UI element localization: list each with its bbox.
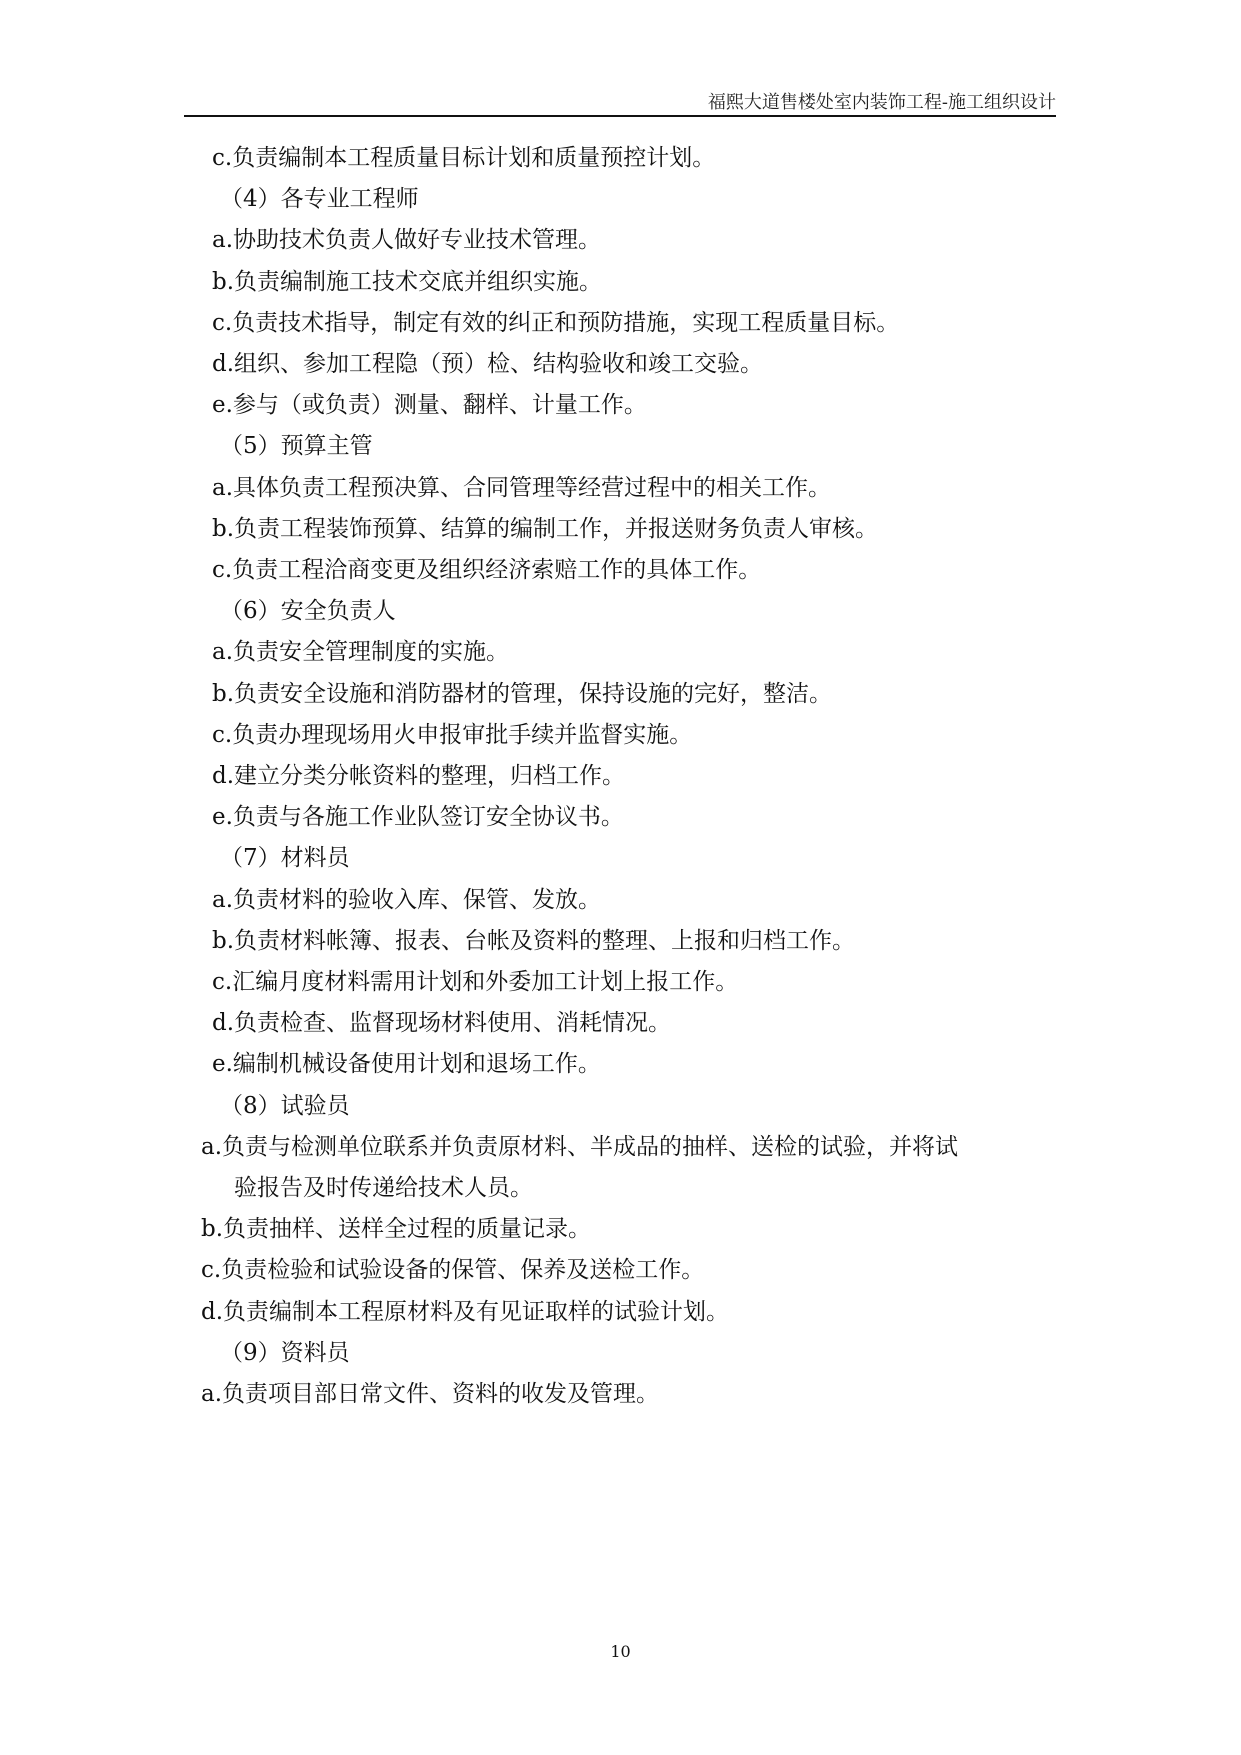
list-item: d.组织、参加工程隐（预）检、结构验收和竣工交验。 <box>212 351 764 377</box>
list-item: a.负责与检测单位联系并负责原材料、半成品的抽样、送检的试验，并将试 <box>201 1133 959 1160</box>
section-heading: （5）预算主管 <box>220 433 373 460</box>
list-item: a.负责安全管理制度的实施。 <box>212 639 510 666</box>
list-item: c.汇编月度材料需用计划和外委加工计划上报工作。 <box>212 969 739 995</box>
list-item: c.负责检验和试验设备的保管、保养及送检工作。 <box>201 1257 705 1284</box>
list-item: b.负责编制施工技术交底并组织实施。 <box>212 268 603 295</box>
list-item: a.具体负责工程预决算、合同管理等经营过程中的相关工作。 <box>212 474 832 501</box>
section-heading: （8）试验员 <box>220 1092 350 1119</box>
list-item: c.负责编制本工程质量目标计划和质量预控计划。 <box>212 145 716 171</box>
list-item: e.编制机械设备使用计划和退场工作。 <box>212 1051 601 1078</box>
running-header <box>184 86 1056 114</box>
list-item: a.协助技术负责人做好专业技术管理。 <box>212 227 602 254</box>
section-heading: （9）资料员 <box>220 1339 350 1366</box>
list-item: b.负责材料帐簿、报表、台帐及资料的整理、上报和归档工作。 <box>212 927 856 954</box>
header-title: 福熙大道售楼处室内装饰工程-施工组织设计 <box>707 92 1056 113</box>
list-item: b.负责抽样、送样全过程的质量记录。 <box>201 1216 592 1243</box>
list-item: c.负责办理现场用火申报审批手续并监督实施。 <box>212 721 693 748</box>
page-number: 10 <box>610 1642 631 1661</box>
list-item: 验报告及时传递给技术人员。 <box>234 1175 533 1201</box>
section-heading: （7）材料员 <box>220 845 350 872</box>
list-item: c.负责工程洽商变更及组织经济索赔工作的具体工作。 <box>212 557 762 583</box>
list-item: a.负责材料的验收入库、保管、发放。 <box>212 886 602 913</box>
list-item: c.负责技术指导，制定有效的纠正和预防措施，实现工程质量目标。 <box>212 309 900 336</box>
list-item: b.负责工程装饰预算、结算的编制工作，并报送财务负责人审核。 <box>212 515 879 542</box>
section-heading: （4）各专业工程师 <box>220 186 419 213</box>
list-item: b.负责安全设施和消防器材的管理，保持设施的完好，整洁。 <box>212 680 833 707</box>
section-heading: （6）安全负责人 <box>220 598 396 625</box>
list-item: d.负责检查、监督现场材料使用、消耗情况。 <box>212 1010 672 1037</box>
list-item: e.参与（或负责）测量、翻样、计量工作。 <box>212 392 647 419</box>
header-rule <box>184 115 1056 117</box>
list-item: d.建立分类分帐资料的整理，归档工作。 <box>212 763 626 789</box>
list-item: a.负责项目部日常文件、资料的收发及管理。 <box>201 1381 660 1407</box>
list-item: d.负责编制本工程原材料及有见证取样的试验计划。 <box>201 1298 730 1325</box>
list-item: e.负责与各施工作业队签订安全协议书。 <box>212 804 624 831</box>
